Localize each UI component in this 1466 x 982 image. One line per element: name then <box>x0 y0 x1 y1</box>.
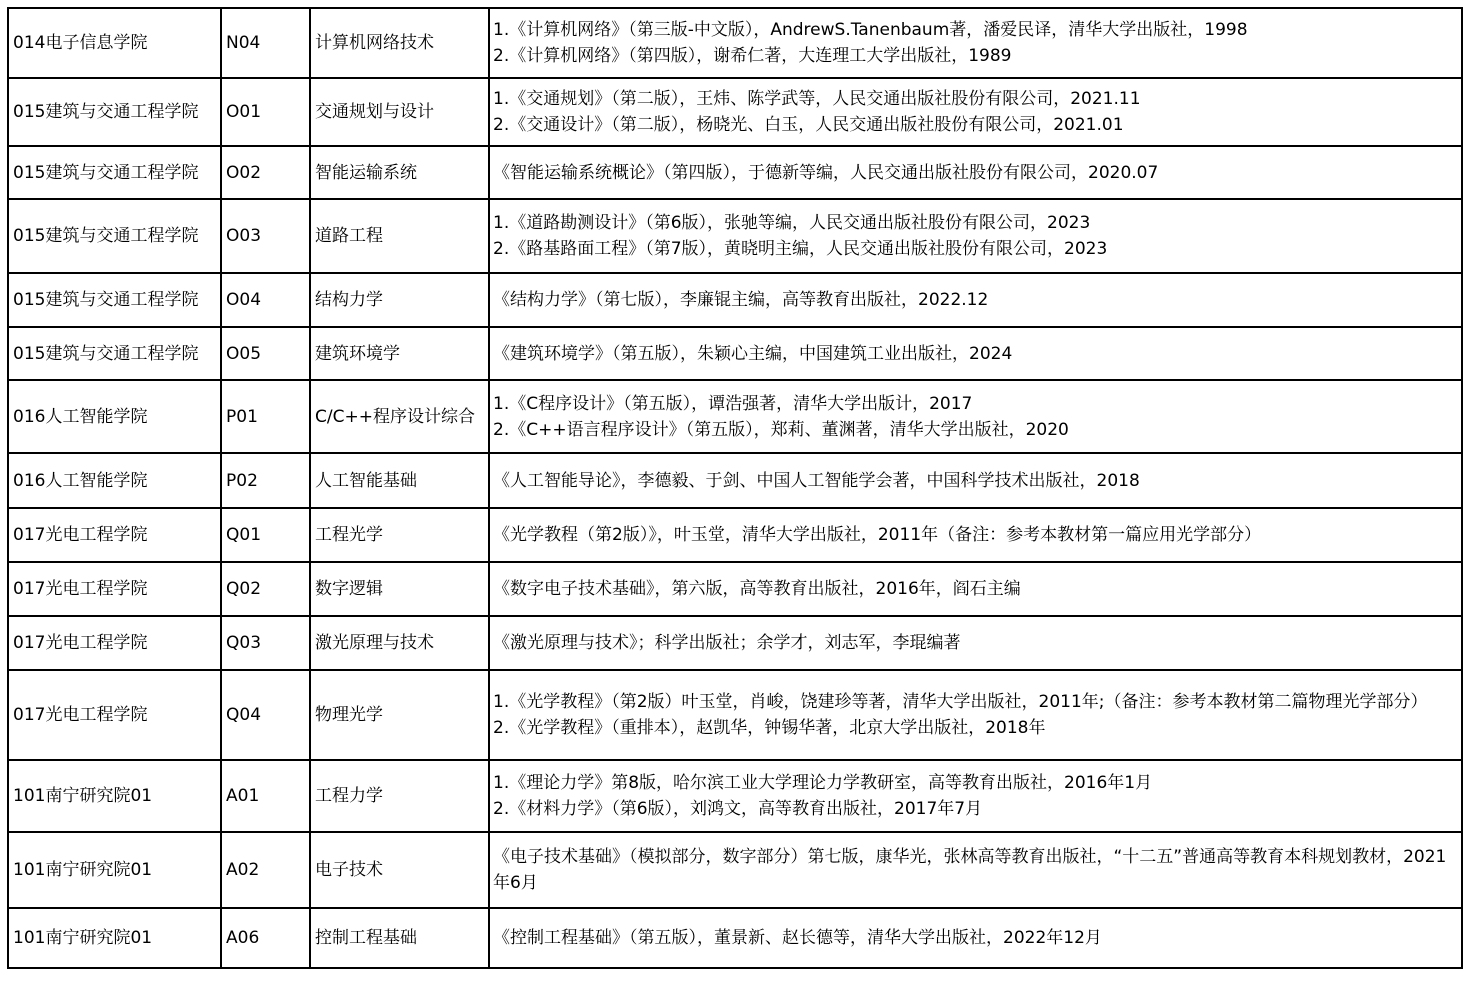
reference-cell <box>489 8 1462 78</box>
table-row <box>8 146 1462 199</box>
code-cell: O03 <box>221 199 310 273</box>
reference-cell <box>489 562 1462 616</box>
college-cell: 015建筑与交通工程学院 <box>8 199 221 273</box>
table-row <box>8 327 1462 380</box>
code-cell: O02 <box>221 146 310 199</box>
code-cell: Q02 <box>221 562 310 616</box>
reference-cell <box>489 380 1462 453</box>
code-cell: O04 <box>221 273 310 327</box>
reference-cell <box>489 508 1462 562</box>
reference-line: 1.《光学教程》（第2版）叶玉堂，肖峻，饶建珍等著，清华大学出版社，2011年;（备注：参考本教材第二篇物理光学部分） <box>493 692 1428 712</box>
college-cell: 017光电工程学院 <box>8 508 221 562</box>
reference-line: 2.《材料力学》（第6版），刘鸿文，高等教育出版社，2017年7月 <box>493 799 983 819</box>
table-row <box>8 760 1462 832</box>
code-cell: O01 <box>221 78 310 146</box>
reference-line: 2.《C++语言程序设计》（第五版），郑莉、董渊著，清华大学出版社，2020 <box>493 419 1069 440</box>
reference-line: 《智能运输系统概论》（第四版），于德新等编，人民交通出版社股份有限公司，2020.07 <box>493 162 1159 183</box>
reference-cell <box>489 670 1462 760</box>
reference-cell <box>489 832 1462 908</box>
subject-cell: 人工智能基础 <box>310 453 489 508</box>
reference-cell <box>489 616 1462 670</box>
reference-line: 《人工智能导论》，李德毅、于剑、中国人工智能学会著，中国科学技术出版社，2018 <box>493 470 1140 491</box>
college-cell: 015建筑与交通工程学院 <box>8 78 221 146</box>
reference-cell <box>489 199 1462 273</box>
college-cell: 016人工智能学院 <box>8 453 221 508</box>
table-row <box>8 616 1462 670</box>
code-cell: A06 <box>221 908 310 968</box>
code-cell: N04 <box>221 8 310 78</box>
table-row <box>8 508 1462 562</box>
subject-cell: 道路工程 <box>310 199 489 273</box>
table-row <box>8 273 1462 327</box>
code-cell: Q03 <box>221 616 310 670</box>
code-cell: Q04 <box>221 670 310 760</box>
college-cell: 017光电工程学院 <box>8 616 221 670</box>
table-row <box>8 670 1462 760</box>
reference-line: 《光学教程（第2版）》，叶玉堂，清华大学出版社，2011年（备注：参考本教材第一篇应用光学部分） <box>493 525 1262 545</box>
reference-line: 1.《理论力学》第8版，哈尔滨工业大学理论力学教研室，高等教育出版社，2016年1月 <box>493 773 1153 793</box>
subject-cell: 结构力学 <box>310 273 489 327</box>
table-row <box>8 832 1462 908</box>
table-row <box>8 908 1462 968</box>
code-cell: A02 <box>221 832 310 908</box>
subject-cell: 交通规划与设计 <box>310 78 489 146</box>
college-cell: 101南宁研究院01 <box>8 832 221 908</box>
college-cell: 017光电工程学院 <box>8 670 221 760</box>
subject-cell: 工程光学 <box>310 508 489 562</box>
reference-cell <box>489 453 1462 508</box>
college-cell: 017光电工程学院 <box>8 562 221 616</box>
reference-line: 2.《路基路面工程》（第7版），黄晓明主编，人民交通出版社股份有限公司，2023 <box>493 239 1108 259</box>
table-row <box>8 78 1462 146</box>
subject-cell: 电子技术 <box>310 832 489 908</box>
reference-cell <box>489 327 1462 380</box>
subject-cell: 建筑环境学 <box>310 327 489 380</box>
code-cell: O05 <box>221 327 310 380</box>
code-cell: A01 <box>221 760 310 832</box>
reference-line: 《数字电子技术基础》，第六版，高等教育出版社，2016年，阎石主编 <box>493 579 1021 599</box>
reference-line: 《结构力学》（第七版），李廉锟主编，高等教育出版社，2022.12 <box>493 290 989 310</box>
subject-cell: 数字逻辑 <box>310 562 489 616</box>
college-cell: 014电子信息学院 <box>8 8 221 78</box>
reference-cell <box>489 146 1462 199</box>
textbook-reference-table <box>7 7 1463 969</box>
table-row <box>8 453 1462 508</box>
college-cell: 015建筑与交通工程学院 <box>8 273 221 327</box>
reference-cell <box>489 760 1462 832</box>
reference-cell <box>489 273 1462 327</box>
reference-line: 2.《光学教程》（重排本），赵凯华，钟锡华著，北京大学出版社，2018年 <box>493 718 1046 738</box>
code-cell: P02 <box>221 453 310 508</box>
college-cell: 015建筑与交通工程学院 <box>8 327 221 380</box>
subject-cell: 智能运输系统 <box>310 146 489 199</box>
college-cell: 101南宁研究院01 <box>8 760 221 832</box>
subject-cell: 计算机网络技术 <box>310 8 489 78</box>
subject-cell: 物理光学 <box>310 670 489 760</box>
college-cell: 016人工智能学院 <box>8 380 221 453</box>
subject-cell: 控制工程基础 <box>310 908 489 968</box>
reference-line: 1.《交通规划》（第二版），王炜、陈学武等，人民交通出版社股份有限公司，2021.11 <box>493 89 1141 109</box>
reference-line: 1.《计算机网络》（第三版-中文版），AndrewS.Tanenbaum著，潘爱民译，清华大学出版社，1998 <box>493 20 1248 40</box>
reference-line: 2.《交通设计》（第二版），杨晓光、白玉，人民交通出版社股份有限公司，2021.01 <box>493 115 1124 135</box>
reference-line: 2.《计算机网络》（第四版），谢希仁著，大连理工大学出版社，1989 <box>493 46 1012 66</box>
college-cell: 015建筑与交通工程学院 <box>8 146 221 199</box>
table-row <box>8 380 1462 453</box>
reference-cell <box>489 78 1462 146</box>
college-cell: 101南宁研究院01 <box>8 908 221 968</box>
table-row <box>8 8 1462 78</box>
reference-line: 1.《道路勘测设计》（第6版），张驰等编，人民交通出版社股份有限公司，2023 <box>493 213 1091 233</box>
reference-line: 《激光原理与技术》；科学出版社；余学才，刘志军，李琨编著 <box>493 633 961 653</box>
reference-line: 《建筑环境学》（第五版），朱颖心主编，中国建筑工业出版社，2024 <box>493 343 1013 364</box>
reference-line: 《电子技术基础》（模拟部分，数字部分）第七版，康华光，张林高等教育出版社，“十二五”普通高等教育本科规划教材，2021年6月 <box>493 847 1447 893</box>
subject-cell: 激光原理与技术 <box>310 616 489 670</box>
reference-line: 1.《C程序设计》（第五版），谭浩强著，清华大学出版计，2017 <box>493 393 973 414</box>
reference-cell <box>489 908 1462 968</box>
table-row <box>8 562 1462 616</box>
subject-cell: C/C++程序设计综合 <box>310 380 489 453</box>
reference-line: 《控制工程基础》（第五版），董景新、赵长德等，清华大学出版社，2022年12月 <box>493 928 1102 948</box>
subject-cell: 工程力学 <box>310 760 489 832</box>
table-row <box>8 199 1462 273</box>
code-cell: Q01 <box>221 508 310 562</box>
code-cell: P01 <box>221 380 310 453</box>
